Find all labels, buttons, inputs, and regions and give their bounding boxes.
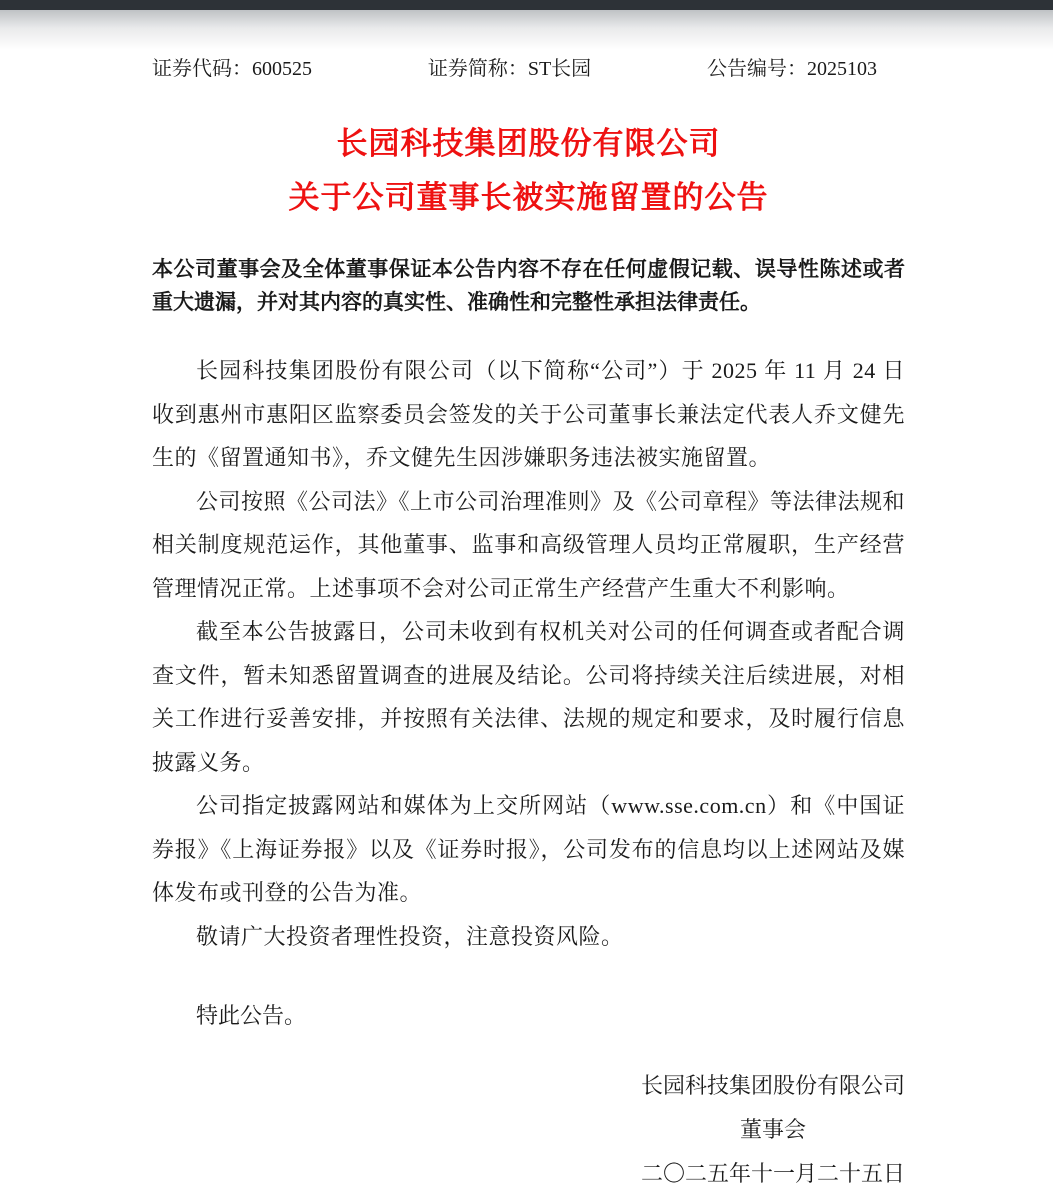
announcement-no-label: 公告编号：: [707, 58, 807, 80]
viewer-top-bar: [0, 0, 1053, 10]
closing-statement: 特此公告。: [196, 1003, 307, 1028]
stock-abbr: [428, 57, 591, 81]
stock-code-value: 600525: [252, 58, 312, 80]
announcement-no-value: 2025103: [807, 58, 877, 80]
paragraph-governance: 公司按照《公司法》《上市公司治理准则》及《公司章程》等法律法规和相关制度规范运作，其他董事、监事和高级管理人员均正常履职，生产经营管理情况正常。上述事项不会对公司正常生产经营产生重大不利影响。: [152, 488, 906, 601]
paragraph-investor-reminder: 敬请广大投资者理性投资，注意投资风险。: [196, 923, 624, 949]
announcement-body: [152, 349, 905, 958]
signature-date: 二〇二五年十一月二十五日: [640, 1160, 905, 1186]
toolbar-shadow: [0, 10, 1053, 50]
paragraph-disclosure-media: 公司指定披露网站和媒体为上交所网站（www.sse.com.cn）和《中国证券报》《上海证券报》以及《证券时报》，公司发布的信息均以上述网站及媒体发布或刊登的公告为准。: [152, 793, 905, 905]
board-disclaimer: 本公司董事会及全体董事保证本公告内容不存在任何虚假记载、误导性陈述或者重大遗漏，并对其内容的真实性、准确性和完整性承担法律责任。: [152, 257, 905, 314]
page-title: [152, 117, 905, 225]
document-page: [0, 57, 1053, 1196]
signature-issuer: 董事会: [739, 1116, 806, 1142]
title-line-1: 长园科技集团股份有限公司: [336, 126, 721, 161]
document-header: [152, 57, 905, 81]
stock-abbr-value: ST长园: [527, 58, 592, 80]
title-line-2: 关于公司董事长被实施留置的公告: [288, 180, 769, 215]
stock-code-label: 证券代码：: [152, 58, 252, 80]
signature-block: [641, 1064, 905, 1196]
paragraph-detention-notice: 长园科技集团股份有限公司（以下简称“公司”）于 2025 年 11 月 24 日收到惠州市惠阳区监察委员会签发的关于公司董事长兼法定代表人乔文健先生的《留置通知书》，乔文健先生因涉嫌职务违法被实施留置。: [152, 358, 905, 470]
stock-code: [152, 57, 312, 81]
paragraph-investigation-status: 截至本公告披露日，公司未收到有权机关对公司的任何调查或者配合调查文件，暂未知悉留置调查的进展及结论。公司将持续关注后续进展，对相关工作进行妥善安排，并按照有关法律、法规的规定和要求，及时履行信息披露义务。: [152, 619, 905, 775]
signature-company: 长园科技集团股份有限公司: [640, 1072, 905, 1098]
announcement-no: [707, 57, 877, 81]
stock-abbr-label: 证券简称：: [427, 58, 528, 80]
